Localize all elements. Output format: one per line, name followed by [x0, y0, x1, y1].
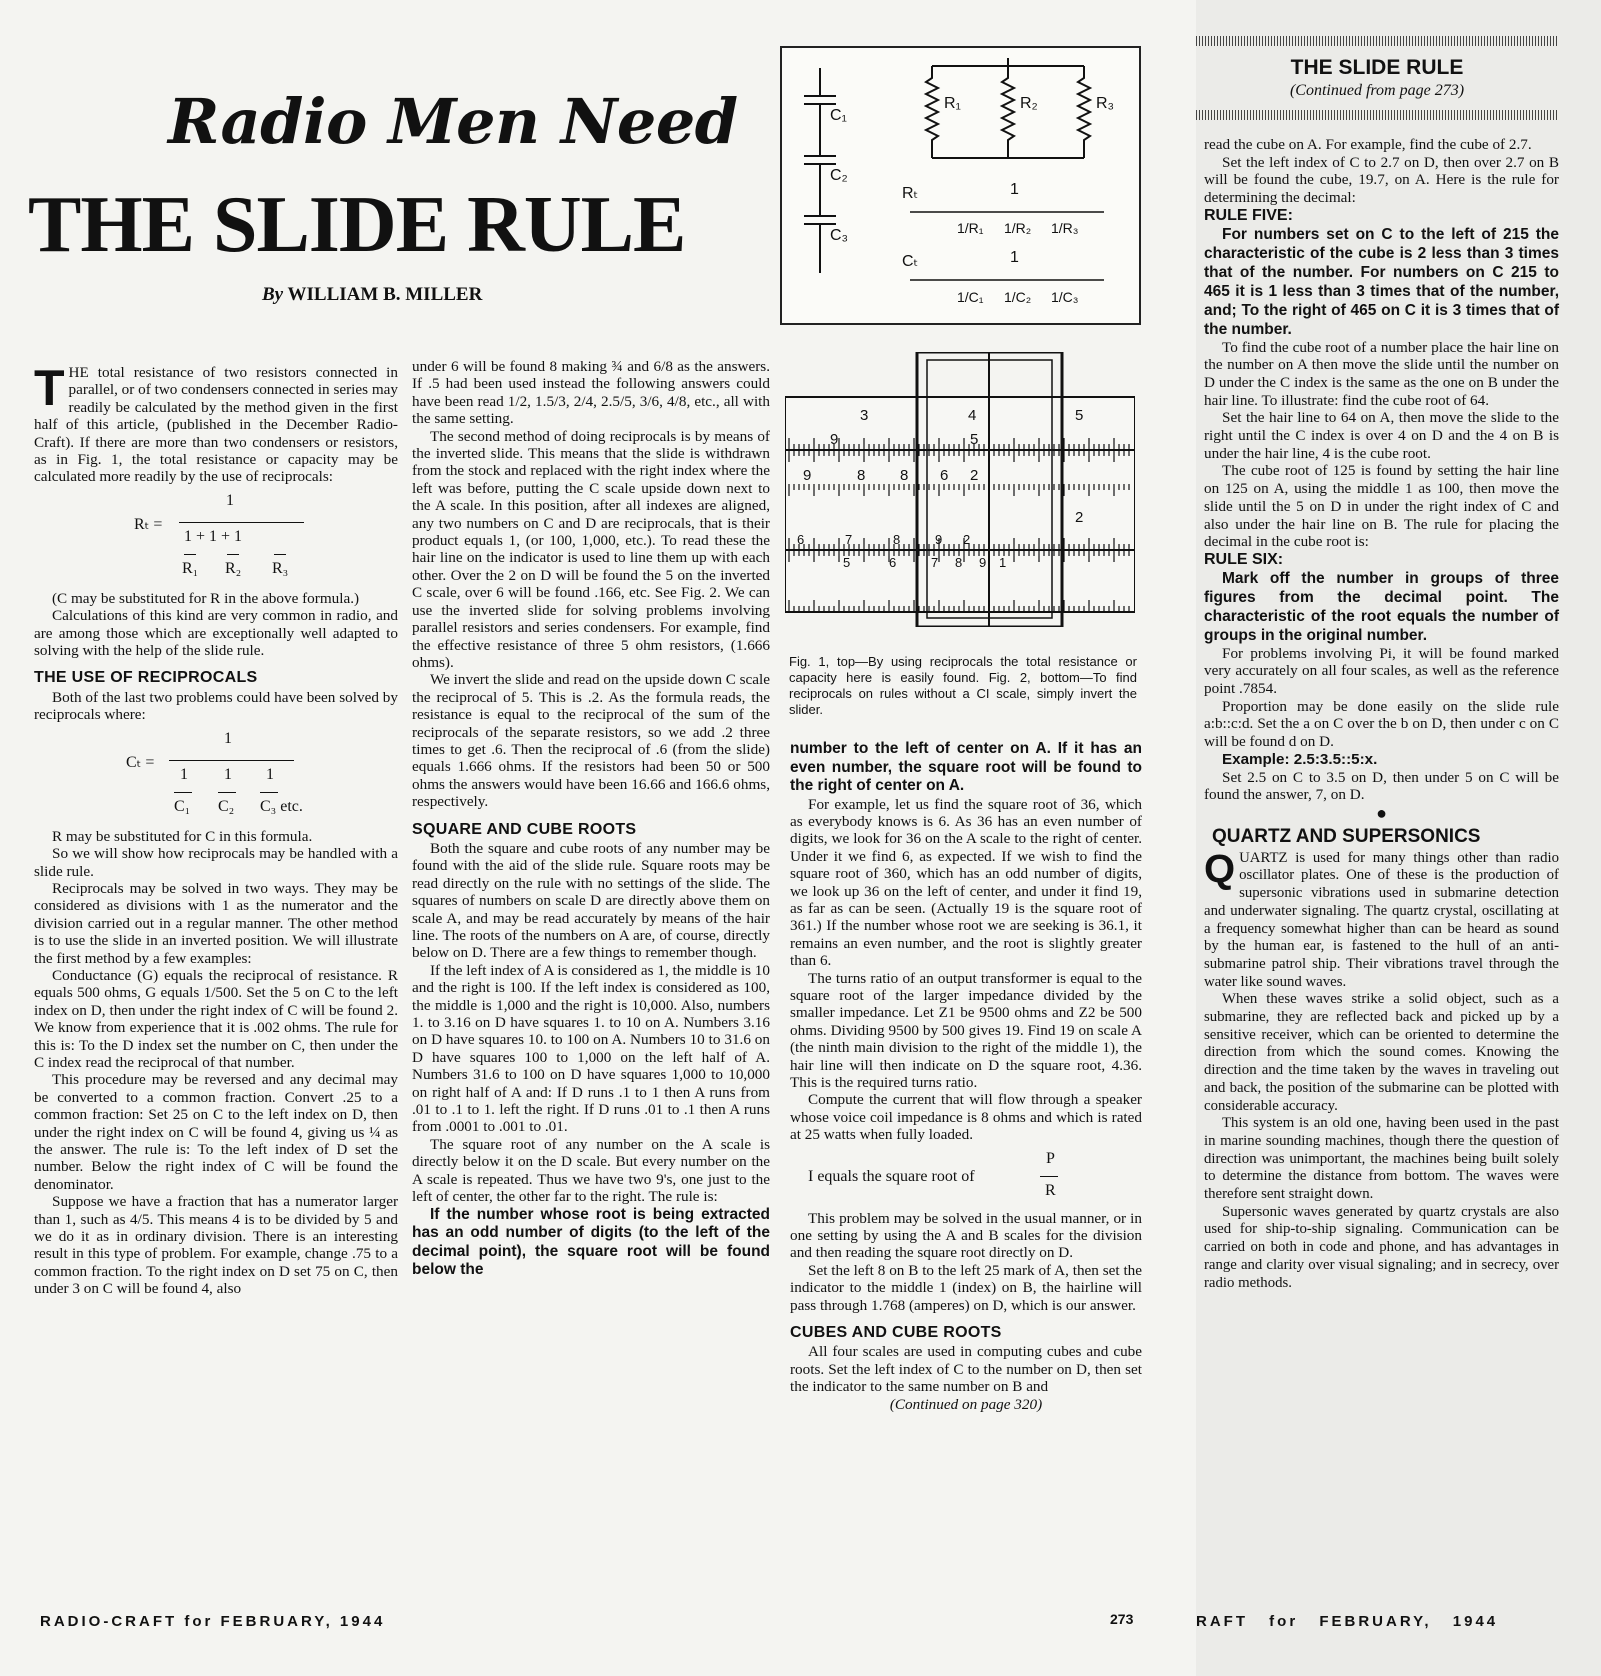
- inverted-scale-number: 5: [970, 431, 979, 448]
- paragraph: R may be substituted for C in this formula.: [52, 827, 313, 845]
- footer-right: RAFT for FEBRUARY, 1944: [1196, 1613, 1499, 1630]
- continued-note: (Continued on page 320): [889, 1395, 1043, 1413]
- decorative-rule: [1196, 110, 1558, 120]
- rule-heading: RULE FIVE:: [1204, 206, 1293, 224]
- rule-text: If the number whose root is being extracted has an odd number of digits (to the left of the decimal point), the square root will be found below the: [412, 1205, 770, 1278]
- quartz-heading: QUARTZ AND SUPERSONICS: [1212, 825, 1481, 847]
- section-heading: SQUARE AND CUBE ROOTS: [412, 820, 637, 838]
- rule-heading: RULE SIX:: [1204, 550, 1284, 568]
- paragraph: Conductance (G) equals the reciprocal of resistance. R equals 500 ohms, G equals 1/500. Set the 5 on C to the left index on D, then under the right index of C will be found 2. We know from experience that it is .002 ohms. The rule for this is: To the D index set the number on C, then under the C index read the reciprocal of that number.: [34, 966, 398, 1071]
- fraction-bar: [218, 792, 236, 793]
- formula-text: I equals the square root of: [808, 1167, 975, 1185]
- sidebar-subtitle: (Continued from page 273): [1289, 82, 1465, 99]
- formula-one: 1: [266, 765, 274, 783]
- fraction-bar: [174, 792, 192, 793]
- slide-rule-drawing: [785, 352, 1135, 627]
- article-title: THE SLIDE RULE: [28, 181, 686, 269]
- paragraph: Reciprocals may be solved in two ways. They may be considered as divisions with 1 as the numerator and the division carried out in a regular manner. The other method is to use the slide in an inverted position. We will illustrate the first method by a few examples:: [34, 879, 398, 967]
- paragraph: Suppose we have a fraction that has a numerator larger than 1, such as 4/5. This means 4 is to be divided by 5 and we do it as in ordinary division. There is an interesting result in this type of problem. For example, change .75 to a common fraction. To the right index on D set 75 on C, then under 3 on C will be found 4, also: [34, 1193, 398, 1298]
- d-scale-number: 9: [979, 555, 987, 570]
- paragraph: [34, 360, 398, 486]
- c-scale-number: 2: [963, 532, 971, 547]
- formula-lhs: Rₜ =: [134, 515, 163, 533]
- formula-numerator: 1: [226, 491, 234, 509]
- section-bullet: ●: [1376, 802, 1387, 823]
- byline-prefix: By: [262, 284, 284, 305]
- paragraph: Both of the last two problems could have been solved by reciprocals where:: [34, 688, 398, 724]
- formula-denominator: R: [1045, 1181, 1056, 1199]
- byline-author: WILLIAM B. MILLER: [287, 284, 483, 305]
- paragraph: The cube root of 125 is found by setting the hair line on 125 on A, using the middle 1 as 100, then move the slide until the 5 on D in under the right index of C and also under the hair line on B. The rule for placing the decimal in the cube root is:: [1204, 462, 1559, 551]
- paragraph: Proportion may be done easily on the slide rule a:b::c:d. Set the a on C over the b on D, then under c on C will be found d on D.: [1204, 697, 1559, 751]
- article-kicker: Radio Men Need: [168, 85, 738, 158]
- c-scale-number: 6: [797, 532, 805, 547]
- resistor-label-r2: R₂: [1020, 95, 1038, 112]
- rule-text: For numbers set on C to the left of 215 the characteristic of the cube is 2 less than 3 times that of the number. For numbers on C 215 to 465 it is 1 less than 3 times that of the number, and; To the right of 465 on C it is 3 times that of the number.: [1204, 225, 1559, 338]
- paragraph: Example: 2.5:3.5::5:x.: [1222, 750, 1378, 768]
- cap-label-c3: C₃: [830, 227, 849, 244]
- fraction-bar: [179, 522, 304, 523]
- formula-term: R₂: [225, 559, 242, 577]
- paragraph: To find the cube root of a number place the hair line on the number on A then move the slide until the number on D under the C index is the same as the one on B under the hair line. To illustrate: find the cube root of 64.: [1204, 338, 1559, 409]
- drop-cap: T: [34, 360, 65, 416]
- paragraph: If the left index of A is considered as 1, the middle is 10 and the right is 100. If the left index is considered as 100, the middle is 1,000 and the right is 10,000. Also, numbers 1. to 3.16 on D have squares 1. to 10 on A. Numbers 3.16 on D have squares 10. to 100 on A. Numbers 10 to 31.6 on D have squares 100 to 1,000 on the left half of A. Numbers 31.6 to 100 on D have squares 1,000 to 10,000 on right half of A and: If D runs .1 to 1 then A runs from .01 to .1 to 1. left the right. If D runs .01 to .1 then A runs from .0001 to .001 to .01.: [412, 961, 770, 1136]
- formula-lhs: Cₜ =: [126, 753, 155, 771]
- a-scale-number: 5: [1075, 407, 1084, 424]
- paragraph: For example, let us find the square root of 36, which as everybody knows is 6. As 36 has an even number of digits, we look for 36 on the A scale to the right of center. Under it we find 6, as expected. If we wish to find the square root of 360, which has an odd number of digits, we look up 36 on the left of center, and under it find 19, as far as can be seen. (Actually 19 is the square root of 361.) If the number whose root we are seeking is 36.1, it remains an even number, and the root is slightly greater than 6.: [790, 795, 1142, 970]
- ct-term: 1/C₁: [957, 289, 984, 305]
- inverted-scale-number: 2: [970, 467, 979, 484]
- c-scale-number: 9: [935, 532, 943, 547]
- current-formula: [790, 1150, 1142, 1204]
- paragraph: Set the left index of C to 2.7 on D, then over 2.7 on B will be found the cube, 19.7, on A. Here is the rule for determining the decimal:: [1204, 153, 1559, 207]
- d-scale-number: 1: [999, 555, 1007, 570]
- d-scale-number: 5: [843, 555, 851, 570]
- figure-caption: Fig. 1, top—By using reciprocals the total resistance or capacity here is easily found. Fig. 2, bottom—To find reciprocals on rules without a CI scale, simply invert the slider.: [789, 654, 1137, 717]
- formula-numerator: 1: [224, 729, 232, 747]
- footer-left: RADIO-CRAFT for FEBRUARY, 1944: [40, 1613, 386, 1630]
- paragraph: under 6 will be found 8 making ¾ and 6/8 as the answers. If .5 had been used instead the following answers could have been read 1/2, 1.5/3, 2/4, 2.5/5, 3/6, 4/8, etc., all with the same setting.: [412, 358, 770, 428]
- d-scale-number: 6: [889, 555, 897, 570]
- rt-term: 1/R₂: [1004, 220, 1032, 236]
- paragraph: Set the left 8 on B to the left 25 mark of A, then set the indicator to the middle 1 (index) on B, the hairline will pass through 1.768 (amperes) on D, which is our answer.: [790, 1261, 1142, 1314]
- figure-1-circuit: [780, 46, 1141, 325]
- inverted-scale-number: 8: [900, 467, 909, 484]
- paragraph: Set the hair line to 64 on A, then move the slide to the right until the C index is over 4 on D and the 4 on B is under the hair line, 4 is the cube root.: [1204, 409, 1559, 462]
- inverted-scale-number: 9: [830, 431, 839, 448]
- inverted-scale-number: 2: [1075, 509, 1084, 526]
- resistance-formula: [34, 492, 398, 584]
- rt-label: Rₜ: [902, 185, 919, 202]
- paragraph: All four scales are used in computing cubes and cube roots. Set the left index of C to the number on D, then set the indicator to the same number on B and: [790, 1343, 1142, 1396]
- paragraph: Supersonic waves generated by quartz crystals are also used for ship-to-ship signaling. Communication can be carried on both in code and phone, and has advantages in range and clarity over visual signaling; and in secrecy, over radio methods.: [1204, 1203, 1559, 1291]
- formula-term: R₃: [272, 559, 289, 577]
- c-scale-number: 7: [845, 532, 853, 547]
- d-scale-number: 8: [955, 555, 963, 570]
- sidebar-title: THE SLIDE RULE: [1290, 56, 1464, 79]
- formula-numerator: P: [1046, 1149, 1055, 1167]
- paragraph: This procedure may be reversed and any decimal may be converted to a common fraction. Convert .25 to a common fraction: Set 25 on C to the left index on D, then under the right index on C will be found 4, giving us ¼ as the answer. The rule is: To the left index of D set the number. Below the right index of C will be found the denominator.: [34, 1071, 398, 1193]
- fraction-bar: [169, 760, 294, 761]
- sidebar-column: [1204, 136, 1559, 1292]
- formula-term: C₂: [218, 797, 235, 815]
- paragraph: This system is an old one, having been used in the past in marine sounding machines, though there the question of direction was unimportant, the machines being built solely to determine the distance from bottom. The waves were therefore sent straight down.: [1204, 1115, 1559, 1203]
- fraction-bar: [274, 554, 286, 555]
- decorative-rule: [1196, 36, 1558, 46]
- paragraph: read the cube on A. For example, find the cube of 2.7.: [1204, 136, 1532, 153]
- paragraph: For problems involving Pi, it will be found marked very accurately on all four scales, as well as the reference point .7854.: [1204, 644, 1559, 698]
- paragraph: So we will show how reciprocals may be handled with a slide rule.: [34, 845, 398, 880]
- rt-term: 1/R₃: [1051, 220, 1079, 236]
- column-2: [412, 358, 770, 1280]
- paragraph: The second method of doing reciprocals is by means of the inverted slide. This means that the slide is withdrawn from the stock and replaced with the right index where the left was before, putting the C scale upside down next to the A scale. In this position, after all indexes are aligned, any two numbers on C and D are reciprocals, that is their product equals 1, (or 100, 1,000, etc.). To read these the hair line on the indicator is used to line them up with each other. Over the 2 on D will be found the 5 on the inverted C scale, over 6 will be found .166, etc. See Fig. 2. We can use the inverted slide for solving problems involving parallel resistors and series condensers. For example, find the effective resistance of three 5 ohm resistors, (1.666 ohms).: [412, 427, 770, 671]
- byline: [262, 284, 482, 306]
- ct-numerator: 1: [1010, 249, 1019, 266]
- inverted-scale-number: 6: [940, 467, 949, 484]
- paragraph: Both the square and cube roots of any number may be found with the aid of the slide rule. Square roots may be read directly on the rule with no settings of the slide. The squares of numbers on scale D are directly above them on scale A, and may be read accurately by means of the hair line. The roots of the numbers on A are, of course, directly below on D. There are a few things to remember though.: [412, 839, 770, 962]
- rt-term: 1/R₁: [957, 220, 984, 236]
- formula-one: 1: [180, 765, 188, 783]
- a-scale-number: 4: [968, 407, 977, 424]
- formula-one: 1: [224, 765, 232, 783]
- ct-term: 1/C₂: [1004, 289, 1032, 305]
- fraction-bar: [260, 792, 278, 793]
- inverted-scale-number: 9: [803, 467, 812, 484]
- page-number: 273: [1110, 1611, 1134, 1627]
- d-scale-number: 7: [931, 555, 939, 570]
- paragraph: Calculations of this kind are very common in radio, and are among those which are exceptionally well adapted to solving with the help of the slide rule.: [34, 607, 398, 660]
- ct-label: Cₜ: [902, 253, 919, 270]
- fraction-bar: [1040, 1176, 1058, 1177]
- resistor-label-r3: R₃: [1096, 95, 1115, 112]
- ct-term: 1/C₃: [1051, 289, 1079, 305]
- cap-label-c2: C₂: [830, 167, 848, 184]
- capacity-formula: [34, 730, 398, 822]
- formula-term: C₃ etc.: [260, 797, 303, 815]
- formula-term: R₁: [182, 559, 199, 577]
- paragraph-text: HE total resistance of two resistors connected in parallel, or of two condensers connected in series may readily be calculated by the method given in the first half of this article, (published in the December Radio-Craft). If there are more than two condensers or resistors, as in Fig. 1, the total resistance or capacity may be calculated more readily by the use of reciprocals:: [34, 364, 398, 486]
- column-1: [34, 360, 398, 1298]
- paragraph-text: UARTZ is used for many things other than radio oscillator plates. One of these is the production of supersonic vibrations used in submarine detection and underwater signaling. The quartz crystal, oscillating at a frequency somewhat higher than can be heard as sound by the human ear, is fastened to the hull of an anti-submarine patrol ship. Their vibrations travel through the water like sound waves.: [1204, 849, 1559, 990]
- paragraph: This problem may be solved in the usual manner, or in one setting by using the A and B scales for the division and then reading the square root directly on D.: [790, 1209, 1142, 1262]
- inverted-scale-number: 8: [857, 467, 866, 484]
- paragraph: (C may be substituted for R in the above formula.): [52, 589, 360, 607]
- paragraph: The turns ratio of an output transformer is equal to the square root of the larger impedance divided by the smaller impedance. Let Z1 be 9500 ohms and Z2 be 500 ohms. Dividing 9500 by 500 gives 19. Find 19 on scale A (the ninth main division to the right of the middle 1), the hair line will then indicate on D the square root, 4.36. This is the required turns ratio.: [790, 969, 1142, 1091]
- paragraph: When these waves strike a solid object, such as a submarine, they are reflected back and picked up by a sensitive receiver, which can be oriented to determine the direction from which the sound comes. Knowing the direction and the time taken by the waves in traveling out and back, the position of the submarine can be plotted with considerable accuracy.: [1204, 991, 1559, 1114]
- rule-text: Mark off the number in groups of three figures from the decimal point. The characteristic of the root equals the number of groups in the original number.: [1204, 569, 1559, 644]
- rt-numerator: 1: [1010, 181, 1019, 198]
- section-heading: CUBES AND CUBE ROOTS: [790, 1324, 1002, 1342]
- figure-2-slide-rule: [785, 352, 1135, 627]
- drop-cap: Q: [1204, 846, 1236, 891]
- column-3: [790, 740, 1142, 1413]
- a-scale-number: 3: [860, 407, 869, 424]
- paragraph: The square root of any number on the A scale is directly below it on the D scale. But every number on the A scale is repeated. Thus we have two 9's, one just to the left of center, the other far to the right. The rule is:: [412, 1135, 770, 1206]
- section-heading: THE USE OF RECIPROCALS: [34, 669, 258, 687]
- formula-denominator: 1 + 1 + 1: [184, 527, 243, 545]
- paragraph: We invert the slide and read on the upside down C scale the reciprocal of 5. This is .2. As the formula reads, the resistance is equal to the reciprocal of the sum of the reciprocals of the separate resistors, so we add .2 three times to get .6. Then the reciprocal of .6 (from the slide) equals 1.666 ohms. If the resistors had been 50 or 500 ohms the answers would have been 16.66 and 166.6 ohms, respectively.: [412, 671, 770, 811]
- formula-term: C₁: [174, 797, 191, 815]
- cap-label-c1: C₁: [830, 107, 847, 124]
- resistor-label-r1: R₁: [944, 95, 961, 112]
- paragraph: [1204, 846, 1559, 992]
- c-scale-number: 8: [893, 532, 901, 547]
- fraction-bar: [184, 554, 196, 555]
- rule-text: number to the left of center on A. If it has an even number, the square root will be found to the right of center on A.: [790, 740, 1142, 794]
- figure-1-drawing: [782, 48, 1139, 323]
- paragraph: Compute the current that will flow through a speaker whose voice coil impedance is 8 ohms and which is rated at 25 watts when fully loaded.: [790, 1091, 1142, 1144]
- paragraph: Set 2.5 on C to 3.5 on D, then under 5 on C will be found the answer, 7, on D.: [1204, 768, 1559, 804]
- fraction-bar: [227, 554, 239, 555]
